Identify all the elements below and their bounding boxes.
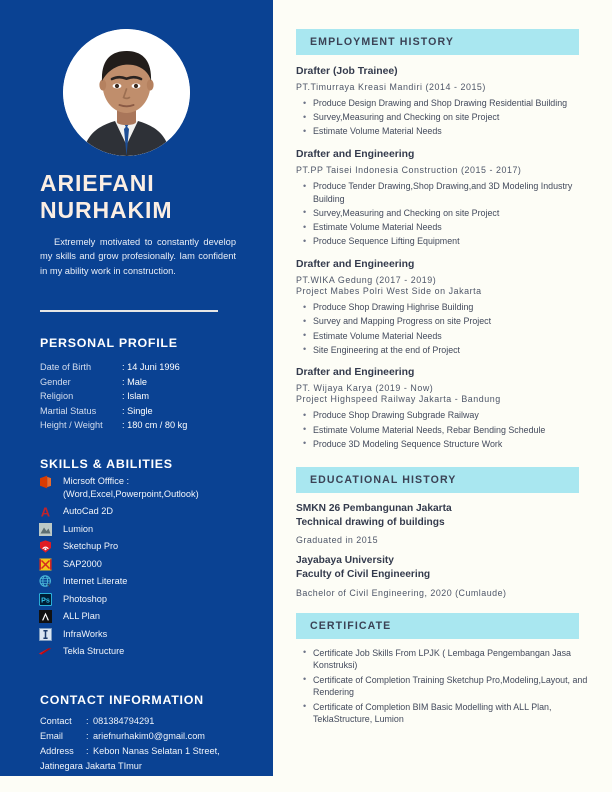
skill-label: AutoCad 2D [63, 506, 114, 517]
contact-key: Email [40, 730, 63, 741]
education-program: Technical drawing of buildings [296, 516, 445, 528]
certificate-heading: CERTIFICATE [296, 613, 579, 639]
employment-entry [296, 259, 596, 356]
list-item [36, 609, 266, 624]
employment-entry [296, 367, 596, 450]
skill-label: Sketchup Pro [63, 541, 119, 552]
profile-photo-icon [63, 29, 190, 156]
skill-label: SAP2000 [63, 558, 102, 569]
educational-history-heading: EDUCATIONAL HISTORY [296, 467, 579, 493]
education-entry [296, 502, 596, 545]
employment-history-heading: EMPLOYMENT HISTORY [296, 29, 579, 55]
list-item: • Survey and Mapping Progress on site Project [313, 315, 596, 328]
list-item: • Produce Shop Drawing Highrise Building [313, 301, 596, 314]
list-item: • Estimate Volume Material Needs [313, 330, 596, 343]
table-row [40, 389, 240, 404]
name-line-first: ARIEFANI [40, 170, 155, 196]
sketchup-icon [36, 539, 54, 554]
main-column [296, 0, 596, 792]
list-item [36, 557, 266, 572]
contact-separator: : [86, 716, 89, 726]
list-item [36, 627, 266, 642]
contact-email-value: ariefnurhakim0@gmail.com [93, 730, 205, 741]
contact-address-line2: Jatinegara Jakarta TImur [40, 760, 142, 771]
person-name [40, 170, 260, 224]
skill-label: Lumion [63, 523, 94, 534]
tekla-icon [36, 644, 54, 659]
section-divider [40, 310, 218, 312]
education-school: Jayabaya University [296, 555, 394, 567]
contact-key: Contact [40, 716, 72, 726]
internet-globe-icon [36, 574, 54, 589]
list-item: • Estimate Volume Material Needs, Rebar Bending Schedule [313, 424, 596, 437]
list-item: • Survey,Measuring and Checking on site Project [313, 111, 596, 124]
list-item: • Estimate Volume Material Needs [313, 221, 596, 234]
autocad-icon [36, 504, 54, 519]
pp-value: : 180 cm / 80 kg [122, 420, 188, 431]
contact-separator: : [86, 745, 89, 756]
education-title [296, 502, 596, 529]
job-title: Drafter (Job Trainee) [296, 66, 398, 77]
list-item: • Survey,Measuring and Checking on site Project [313, 207, 596, 220]
microsoft-office-icon [36, 474, 54, 489]
job-bullets [296, 180, 596, 248]
job-bullets [296, 97, 596, 138]
pp-value: : Islam [122, 391, 150, 402]
pp-label: Gender [40, 376, 71, 387]
contact-separator: : [86, 730, 89, 741]
skills-list [36, 474, 266, 662]
education-detail: Graduated in 2015 [296, 535, 379, 546]
table-row [40, 404, 240, 419]
list-item: • Certificate of Completion Training Sketchup Pro,Modeling,Layout, and Rendering [313, 674, 596, 699]
education-program: Faculty of Civil Engineering [296, 569, 431, 581]
employment-entry [296, 149, 596, 248]
personal-profile-heading: PERSONAL PROFILE [40, 336, 178, 350]
svg-text:A: A [40, 505, 50, 519]
skill-label-line1: Micrsoft Offfice : [63, 476, 130, 486]
sap2000-icon [36, 557, 54, 572]
contact-key: Address [40, 745, 74, 756]
job-title: Drafter and Engineering [296, 149, 415, 161]
contact-table [40, 714, 255, 774]
list-item: • Site Engineering at the end of Project [313, 344, 596, 357]
allplan-icon [36, 609, 54, 624]
contact-address-value: Kebon Nanas Selatan 1 Street, [93, 745, 220, 756]
skill-label: InfraWorks [63, 628, 108, 639]
job-bullets [296, 301, 596, 356]
svg-text:Ps: Ps [40, 595, 50, 605]
pp-label: Religion [40, 391, 74, 402]
job-bullets [296, 409, 596, 450]
employment-entry [296, 66, 596, 138]
infraworks-icon [36, 627, 54, 642]
skill-label: Photoshop [63, 593, 107, 604]
education-title [296, 554, 596, 581]
skill-label: Tekla Structure [63, 646, 125, 657]
skill-label [54, 474, 199, 502]
list-item: • Produce Tender Drawing,Shop Drawing,and 3D Modeling Industry Building [313, 180, 596, 205]
list-item: • Certificate of Completion BIM Basic Modelling with ALL Plan, TeklaStructure, Lumion [313, 701, 596, 726]
list-item: • Produce Sequence Lifting Equipment [313, 235, 596, 248]
contact-phone-value: 081384794291 [93, 716, 155, 726]
photoshop-icon [36, 592, 54, 607]
education-detail: Bachelor of Civil Engineering, 2020 (Cumlaude) [296, 587, 507, 598]
job-title: Drafter and Engineering [296, 259, 415, 271]
pp-label: Martial Status [40, 405, 97, 416]
job-company: PT. Wijaya Karya (2019 - Now) [296, 383, 434, 394]
sidebar [0, 0, 273, 776]
contact-heading: CONTACT INFORMATION [40, 693, 204, 707]
list-item [36, 592, 266, 607]
skill-label: ALL Plan [63, 611, 100, 622]
job-project: Project Highspeed Railway Jakarta - Bandung [296, 394, 501, 405]
list-item: • Certificate Job Skills From LPJK ( Lembaga Pengembangan Jasa Konstruksi) [313, 647, 596, 672]
table-row [40, 744, 255, 759]
list-item [36, 522, 266, 537]
list-item: • Produce Design Drawing and Shop Drawing Residential Building [313, 97, 596, 110]
education-entry [296, 554, 596, 597]
lumion-icon [36, 522, 54, 537]
table-row [40, 360, 240, 375]
table-row [40, 759, 255, 774]
pp-label: Height / Weight [40, 420, 103, 431]
table-row [40, 729, 255, 744]
list-item [36, 574, 266, 589]
pp-value: : Single [122, 405, 153, 416]
list-item [36, 504, 266, 519]
profile-summary: Extremely motivated to constantly develop my skills and grow profesionally. Iam confident in my ability work in construction. [40, 237, 236, 276]
certificate-list [296, 647, 596, 726]
avatar [63, 29, 190, 156]
pp-value: : 14 Juni 1996 [122, 362, 180, 372]
skills-heading: SKILLS & ABILITIES [40, 457, 173, 471]
list-item: • Estimate Volume Material Needs [313, 125, 596, 138]
job-project: Project Mabes Polri West Side on Jakarta [296, 286, 482, 297]
skill-label-line2: (Word,Excel,Powerpoint,Outlook) [63, 489, 199, 500]
list-item [36, 644, 266, 659]
job-company: PT.WIKA Gedung (2017 - 2019) [296, 275, 437, 286]
skill-label: Internet Literate [63, 576, 128, 587]
personal-profile-table [40, 360, 240, 433]
education-school: SMKN 26 Pembangunan Jakarta [296, 503, 452, 515]
pp-value: : Male [122, 376, 148, 387]
pp-label: Date of Birth [40, 362, 92, 372]
job-company: PT.Timurraya Kreasi Mandiri (2014 - 2015) [296, 82, 486, 92]
table-row [40, 418, 240, 433]
list-item: • Produce Shop Drawing Subgrade Railway [313, 409, 596, 422]
job-company: PT.PP Taisei Indonesia Construction (2015 - 2017) [296, 165, 522, 176]
table-row [40, 714, 255, 729]
job-title: Drafter and Engineering [296, 367, 415, 379]
list-item [36, 474, 266, 502]
list-item: • Produce 3D Modeling Sequence Structure Work [313, 438, 596, 451]
list-item [36, 539, 266, 554]
table-row [40, 375, 240, 390]
name-line-last: NURHAKIM [40, 196, 173, 223]
